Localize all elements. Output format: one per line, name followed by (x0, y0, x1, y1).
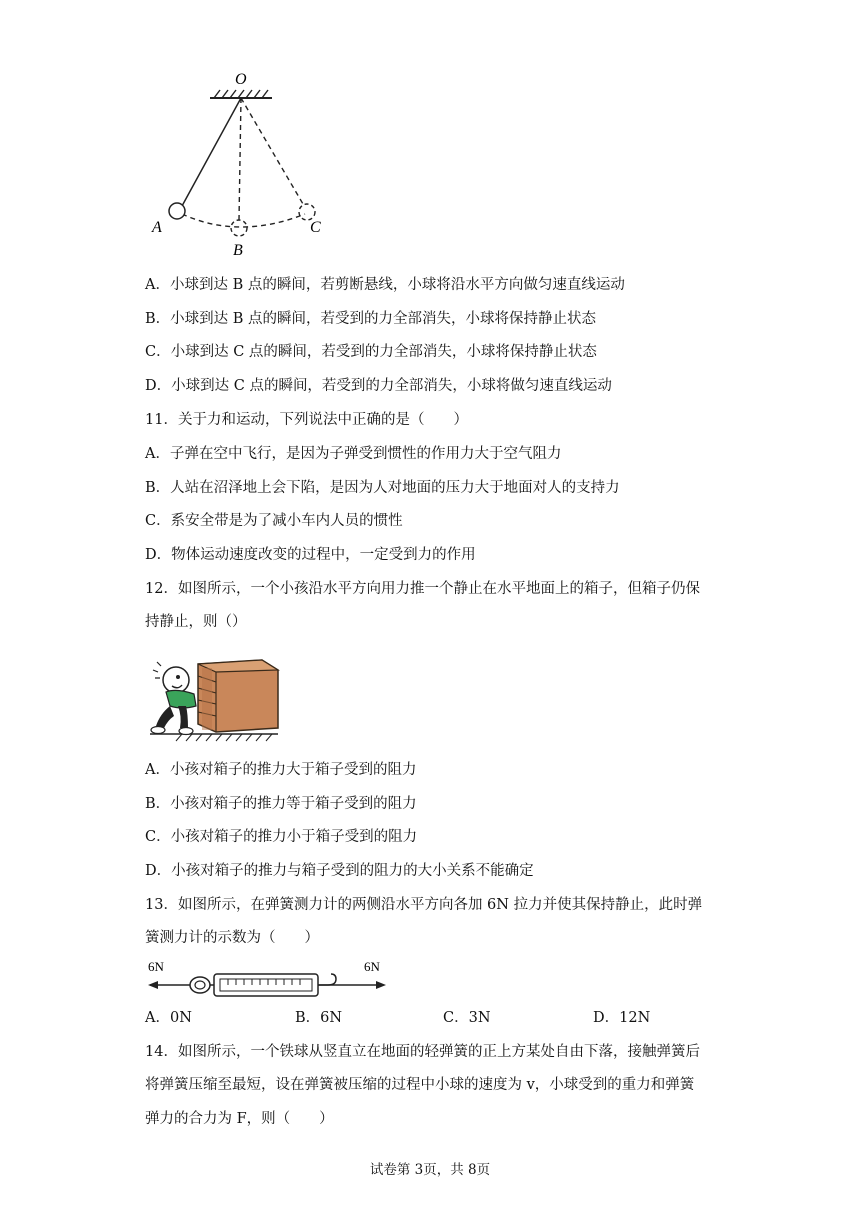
q10-option-a: A．小球到达 B 点的瞬间，若剪断悬线，小球将沿水平方向做匀速直线运动 (145, 277, 625, 293)
q11-stem: 11．关于力和运动，下列说法中正确的是（ ） (145, 412, 468, 428)
q14-stem-line3: 弹力的合力为 F，则（ ） (145, 1111, 334, 1127)
q11-option-c: C．系安全带是为了减小车内人员的惯性 (145, 513, 403, 529)
page-footer: 试卷第 3页，共 8页 (369, 1162, 491, 1178)
q13-stem-line2: 簧测力计的示数为（ ） (145, 930, 319, 946)
q11-option-a: A．子弹在空中飞行，是因为子弹受到惯性的作用力大于空气阻力 (145, 446, 562, 462)
q12-stem-line1: 12．如图所示，一个小孩沿水平方向用力推一个静止在水平地面上的箱子，但箱子仍保 (145, 581, 700, 597)
label-b: B (233, 242, 243, 259)
q12-stem-line2: 持静止，则（） (145, 614, 247, 630)
left-force-label: 6N (148, 959, 164, 974)
q13-option-b: B．6N (295, 1010, 343, 1026)
label-c: C (310, 219, 321, 236)
q13-option-c: C．3N (443, 1010, 491, 1026)
q11-option-b: B．人站在沼泽地上会下陷，是因为人对地面的压力大于地面对人的支持力 (145, 480, 620, 496)
q12-option-b: B．小孩对箱子的推力等于箱子受到的阻力 (145, 796, 417, 812)
label-o: O (235, 71, 247, 88)
q13-option-a: A．0N (145, 1010, 192, 1026)
q12-option-a: A．小孩对箱子的推力大于箱子受到的阻力 (145, 762, 417, 778)
q12-option-c: C．小孩对箱子的推力小于箱子受到的阻力 (145, 829, 418, 845)
q13-option-d: D．12N (593, 1010, 651, 1026)
pendulum-figure (140, 62, 340, 262)
q10-option-d: D．小球到达 C 点的瞬间，若受到的力全部消失，小球将做匀速直线运动 (145, 378, 612, 394)
q11-option-d: D．物体运动速度改变的过程中，一定受到力的作用 (145, 547, 476, 563)
q12-option-d: D．小孩对箱子的推力与箱子受到的阻力的大小关系不能确定 (145, 863, 534, 879)
q10-option-b: B．小球到达 B 点的瞬间，若受到的力全部消失，小球将保持静止状态 (145, 311, 597, 327)
right-force-label: 6N (364, 959, 380, 974)
q14-stem-line2: 将弹簧压缩至最短，设在弹簧被压缩的过程中小球的速度为 v，小球受到的重力和弹簧 (145, 1077, 695, 1093)
q10-option-c: C．小球到达 C 点的瞬间，若受到的力全部消失，小球将保持静止状态 (145, 344, 597, 360)
q14-stem-line1: 14．如图所示，一个铁球从竖直立在地面的轻弹簧的正上方某处自由下落，接触弹簧后 (145, 1044, 700, 1060)
label-a: A (152, 219, 162, 236)
child-pushing-box-figure (142, 650, 282, 745)
q13-stem-line1: 13．如图所示，在弹簧测力计的两侧沿水平方向各加 6N 拉力并使其保持静止，此时弹 (145, 897, 703, 913)
spring-scale-figure (142, 955, 392, 1000)
